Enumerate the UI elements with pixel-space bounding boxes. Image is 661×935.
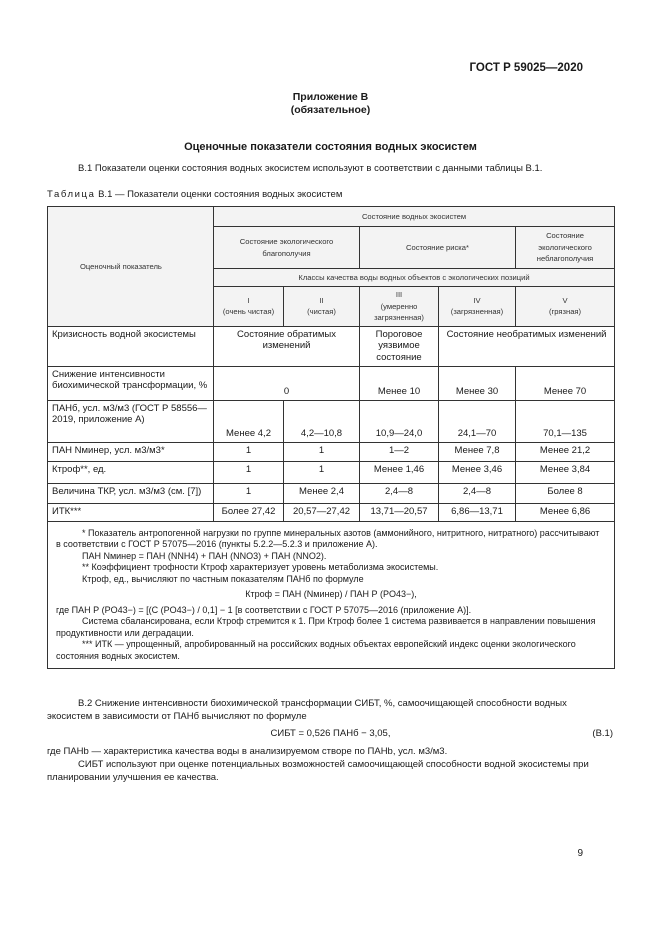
crisis-threshold: Пороговое уязвимое состояние: [360, 326, 439, 366]
row-ktrof-v3: Менее 1,46: [360, 461, 439, 483]
appendix-subtitle: (обязательное): [290, 104, 371, 116]
page-number: 9: [577, 848, 583, 859]
table-caption-text: В.1 — Показатели оценки состояния водных экосистем: [95, 189, 343, 200]
row-sibt-label: Снижение интенсивности биохимической трансформации, %: [48, 366, 214, 400]
intro-paragraph: В.1 Показатели оценки состояния водных экосистем используют в соответствии с данными таблицы В.1.: [78, 163, 543, 174]
row-tkr-label: Величина ТКР, усл. м3/м3 (см. [7]): [48, 483, 214, 503]
table-caption: [47, 189, 342, 200]
head-state-bad: Состояние экологического неблагополучия: [516, 227, 615, 269]
appendix-title: Приложение В: [292, 91, 369, 103]
note-2-system: Система сбалансирована, если Ктроф стремится к 1. При Ктроф более 1 система развивается в направлении повышения продуктивности или деградации.: [56, 616, 596, 638]
row-itk-v4: 6,86—13,71: [439, 503, 516, 521]
row-sibt-v4: Менее 30: [439, 366, 516, 400]
row-sibt-v12: 0: [214, 366, 360, 400]
row-pan-v1: Менее 4,2: [214, 400, 284, 442]
class-4: IV (загрязненная): [439, 287, 516, 327]
note-2b: Ктроф, ед., вычисляют по частным показателям ПАНб по формуле: [82, 573, 364, 584]
head-state-good: Состояние экологического благополучия: [214, 227, 360, 269]
row-pan-n-v2: 1: [284, 442, 360, 461]
note-2: ** Коэффициент трофности Ктроф характеризует уровень метаболизма экосистемы.: [82, 562, 439, 572]
row-pan-n-v4: Менее 7,8: [439, 442, 516, 461]
class-2: II (чистая): [284, 287, 360, 327]
row-pan-n-v5: Менее 21,2: [516, 442, 615, 461]
row-pan-n-v1: 1: [214, 442, 284, 461]
class-5: V (грязная): [516, 287, 615, 327]
note-3: *** ИТК — упрощенный, апробированный на российских водных объектах европейский индекс оценки экологического состояния водных экосистем.: [56, 639, 576, 661]
row-itk-v1: Более 27,42: [214, 503, 284, 521]
crisis-reversible: Состояние обратимых изменений: [214, 326, 360, 366]
row-tkr-v3: 2,4—8: [360, 483, 439, 503]
b2-formula-number: (В.1): [592, 728, 613, 739]
row-tkr-v5: Более 8: [516, 483, 615, 503]
crisis-label: Кризисность водной экосистемы: [48, 326, 214, 366]
row-pan-n-label: ПАН Nминер, усл. м3/м3*: [48, 442, 214, 461]
row-pan-v3: 10,9—24,0: [360, 400, 439, 442]
head-indicator: Оценочный показатель: [48, 207, 214, 327]
row-pan-label: ПАНб, усл. м3/м3 (ГОСТ Р 58556—2019, приложение А): [48, 400, 214, 442]
row-ktrof-v2: 1: [284, 461, 360, 483]
row-sibt-v3: Менее 10: [360, 366, 439, 400]
row-tkr-v1: 1: [214, 483, 284, 503]
table-caption-prefix: Таблица: [47, 189, 96, 200]
row-ktrof-v5: Менее 3,84: [516, 461, 615, 483]
note-1: * Показатель антропогенной нагрузки по группе минеральных азотов (аммонийного, нитритного, нитратного) рассчитывают в соответствии с ГОСТ Р 57075—2016 (пункты 5.2.2—5.2.3 и приложение А).: [56, 527, 600, 549]
b2-formula: СИБТ = 0,526 ПАНб − 3,05,: [270, 728, 391, 739]
indicators-table: [47, 206, 615, 669]
row-pan-v5: 70,1—135: [516, 400, 615, 442]
note-2-formula: Ктроф = ПАН (Nминер) / ПАН Р (PO43−),: [245, 589, 417, 599]
row-pan-v2: 4,2—10,8: [284, 400, 360, 442]
b2-usage: СИБТ используют при оценке потенциальных возможностей самоочищающей способности водной экосистемы при планировании улучшения ее качества.: [47, 759, 589, 783]
row-itk-v5: Менее 6,86: [516, 503, 615, 521]
row-sibt-v5: Менее 70: [516, 366, 615, 400]
row-tkr-v2: Менее 2,4: [284, 483, 360, 503]
row-pan-v4: 24,1—70: [439, 400, 516, 442]
head-state: Состояние водных экосистем: [214, 207, 615, 227]
row-itk-v2: 20,57—27,42: [284, 503, 360, 521]
row-itk-v3: 13,71—20,57: [360, 503, 439, 521]
crisis-irreversible: Состояние необратимых изменений: [439, 326, 615, 366]
b2-paragraph: В.2 Снижение интенсивности биохимической трансформации СИБТ, %, самоочищающей способности водных экосистем в зависимости от ПАНб вычисляют по формуле: [47, 698, 567, 722]
row-ktrof-v1: 1: [214, 461, 284, 483]
note-1-formula: ПАН Nминер = ПАН (NNH4) + ПАН (NNO3) + ПАН (NNO2).: [82, 550, 327, 561]
table-notes: [48, 521, 615, 669]
class-3: III (умеренно загрязненная): [360, 287, 439, 327]
note-2-where: где ПАН Р (PO43−) = [(С (PO43−) / 0,1] − 1 [в соответствии с ГОСТ Р 57075—2016 (приложение А)].: [56, 604, 472, 615]
row-tkr-v4: 2,4—8: [439, 483, 516, 503]
b2-where: где ПАНb — характеристика качества воды в анализируемом створе по ПАНb, усл. м3/м3.: [47, 746, 448, 757]
head-state-risk: Состояние риска*: [360, 227, 516, 269]
head-classes: Классы качества воды водных объектов с экологических позиций: [214, 269, 615, 287]
class-1: I (очень чистая): [214, 287, 284, 327]
section-title: Оценочные показатели состояния водных экосистем: [184, 141, 477, 153]
row-itk-label: ИТК***: [48, 503, 214, 521]
row-pan-n-v3: 1—2: [360, 442, 439, 461]
row-ktrof-v4: Менее 3,46: [439, 461, 516, 483]
row-ktrof-label: Ктроф**, ед.: [48, 461, 214, 483]
standard-header: ГОСТ Р 59025—2020: [469, 62, 583, 74]
